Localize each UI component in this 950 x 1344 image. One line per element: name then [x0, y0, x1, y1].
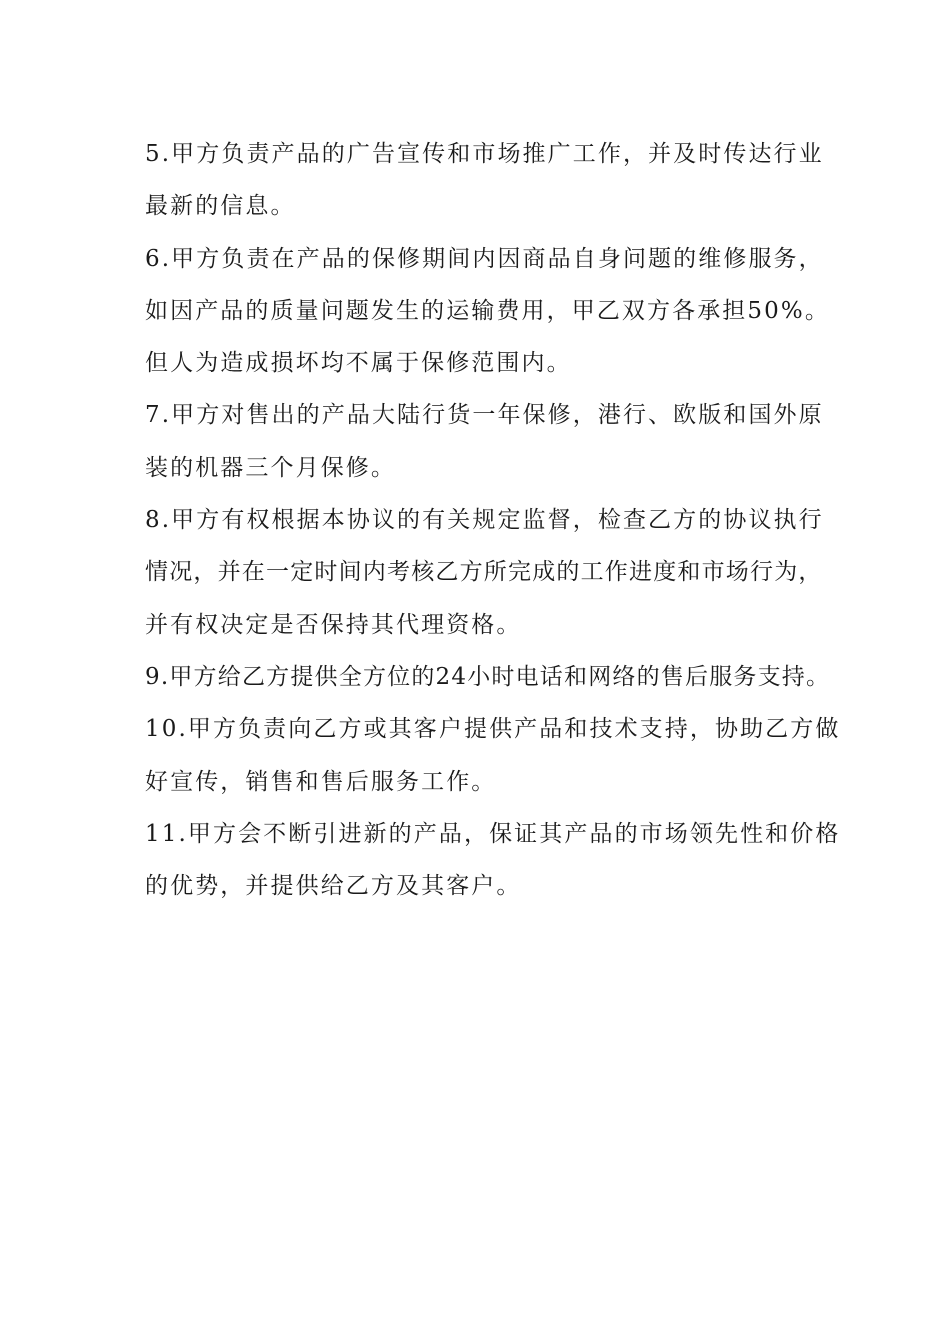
text-line: 好宣传，销售和售后服务工作。	[145, 768, 497, 795]
text-line: 11.甲方会不断引进新的产品，保证其产品的市场领先性和价格	[145, 820, 841, 847]
text-line: 6.甲方负责在产品的保修期间内因商品自身问题的维修服务，	[145, 245, 824, 272]
text-line: 的优势，并提供给乙方及其客户。	[145, 873, 522, 900]
text-line: 并有权决定是否保持其代理资格。	[145, 611, 522, 638]
text-line: 装的机器三个月保修。	[145, 454, 396, 481]
text-line: 9.甲方给乙方提供全方位的24小时电话和网络的售后服务支持。	[145, 663, 831, 690]
text-line: 如因产品的质量问题发生的运输费用，甲乙双方各承担50%。	[145, 297, 830, 324]
text-line: 8.甲方有权根据本协议的有关规定监督，检查乙方的协议执行	[145, 507, 824, 534]
text-line: 5.甲方负责产品的广告宣传和市场推广工作，并及时传达行业	[145, 141, 824, 167]
text-line: 7.甲方对售出的产品大陆行货一年保修，港行、欧版和国外原	[145, 402, 824, 429]
document-body	[145, 128, 841, 912]
text-line: 但人为造成损坏均不属于保修范围内。	[145, 350, 572, 377]
text-line: 最新的信息。	[145, 193, 296, 220]
text-line: 情况，并在一定时间内考核乙方所完成的工作进度和市场行为，	[145, 559, 823, 586]
text-line: 10.甲方负责向乙方或其客户提供产品和技术支持，协助乙方做	[145, 716, 841, 743]
